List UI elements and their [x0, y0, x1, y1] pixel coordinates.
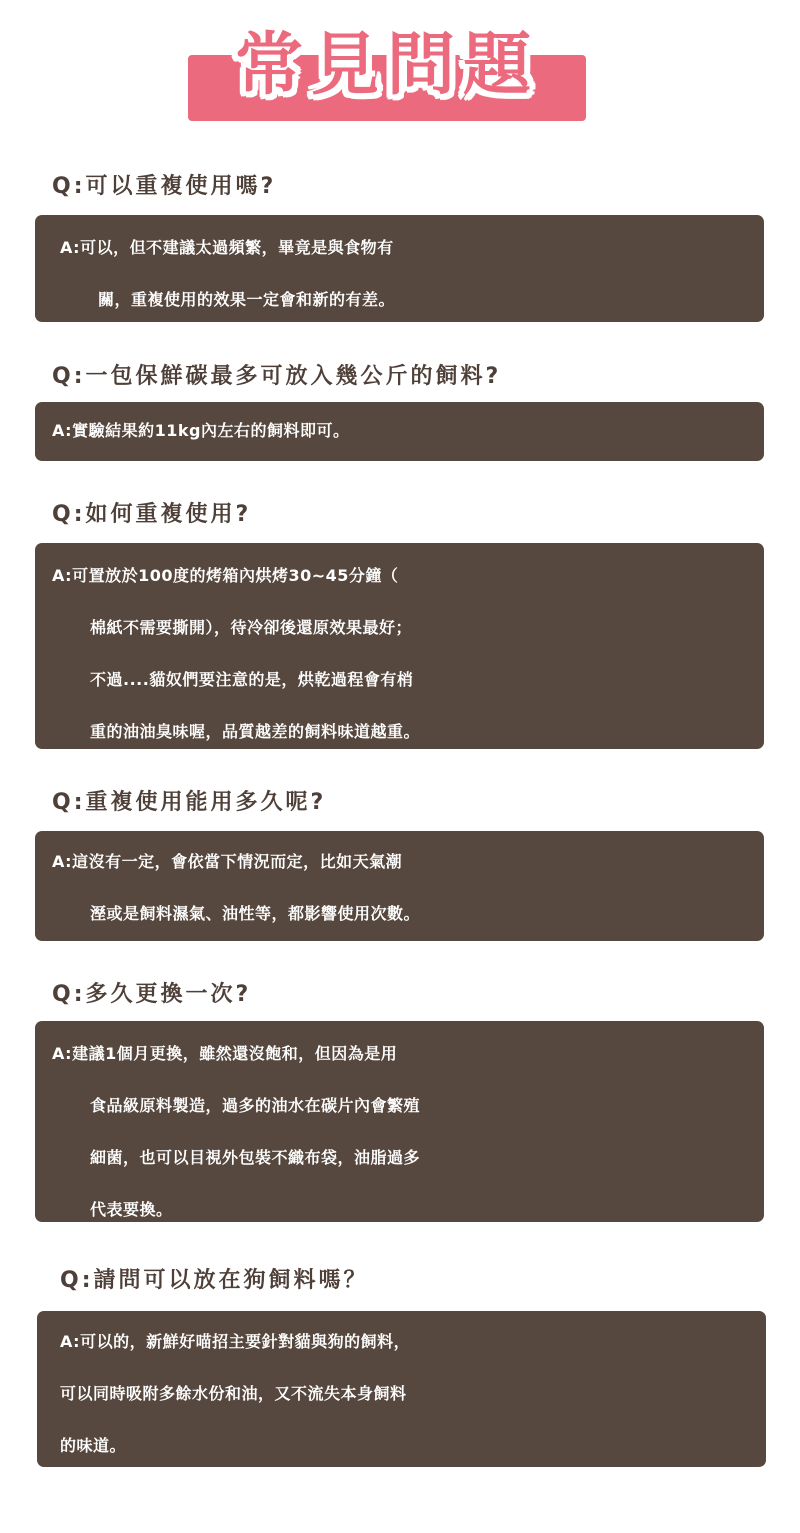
- faq-answer-6: [60, 1316, 794, 1472]
- faq-answer-5-line-3: 細菌，也可以目視外包裝不織布袋，油脂過多: [90, 1148, 421, 1167]
- faq-answer-4-line-2: 溼或是飼料濕氣、油性等，都影響使用次數。: [90, 904, 421, 923]
- faq-answer-5: [52, 1028, 794, 1236]
- faq-answer-5-line-1: A:建議1個月更換，雖然還沒飽和，但因為是用: [52, 1044, 398, 1063]
- faq-answer-3-line-4: 重的油油臭味喔，品質越差的飼料味道越重。: [90, 722, 421, 741]
- faq-question-6: Q:請問可以放在狗飼料嗎？: [60, 1268, 369, 1293]
- faq-answer-1-line-2: 關，重複使用的效果一定會和新的有差。: [98, 290, 396, 309]
- faq-answer-2-line-1: A:實驗結果約11kg內左右的飼料即可。: [52, 421, 350, 440]
- faq-question-3: Q:如何重複使用?: [52, 502, 252, 527]
- faq-answer-1-line-1: A:可以，但不建議太過頻繁，畢竟是與食物有: [60, 238, 394, 257]
- faq-question-1: Q:可以重複使用嗎?: [52, 174, 277, 199]
- faq-answer-3: [52, 550, 794, 758]
- faq-question-4: Q:重複使用能用多久呢?: [52, 790, 327, 815]
- faq-answer-5-line-2: 食品級原料製造，過多的油水在碳片內會繁殖: [90, 1096, 421, 1115]
- faq-answer-4: [52, 836, 794, 940]
- faq-answer-4-line-1: A:這沒有一定，會依當下情況而定，比如天氣潮: [52, 852, 403, 871]
- faq-answer-3-line-2: 棉紙不需要撕開），待冷卻後還原效果最好；: [90, 618, 413, 637]
- faq-answer-1: [60, 222, 794, 326]
- faq-answer-3-line-3: 不過....貓奴們要注意的是，烘乾過程會有梢: [90, 670, 414, 689]
- faq-question-5: Q:多久更換一次?: [52, 982, 252, 1007]
- faq-answer-6-line-2: 可以同時吸附多餘水份和油，又不流失本身飼料: [60, 1384, 407, 1403]
- faq-answer-5-line-4: 代表要換。: [90, 1200, 173, 1219]
- faq-answer-6-line-3: 的味道。: [60, 1436, 127, 1455]
- faq-answer-6-line-1: A:可以的，新鮮好喵招主要針對貓與狗的飼料，: [60, 1332, 411, 1351]
- page-title: 常見問題: [234, 26, 539, 105]
- faq-question-2: Q:一包保鮮碳最多可放入幾公斤的飼料?: [52, 364, 502, 389]
- faq-answer-2: [52, 405, 794, 457]
- faq-answer-3-line-1: A:可置放於100度的烤箱內烘烤30~45分鐘（: [52, 566, 399, 585]
